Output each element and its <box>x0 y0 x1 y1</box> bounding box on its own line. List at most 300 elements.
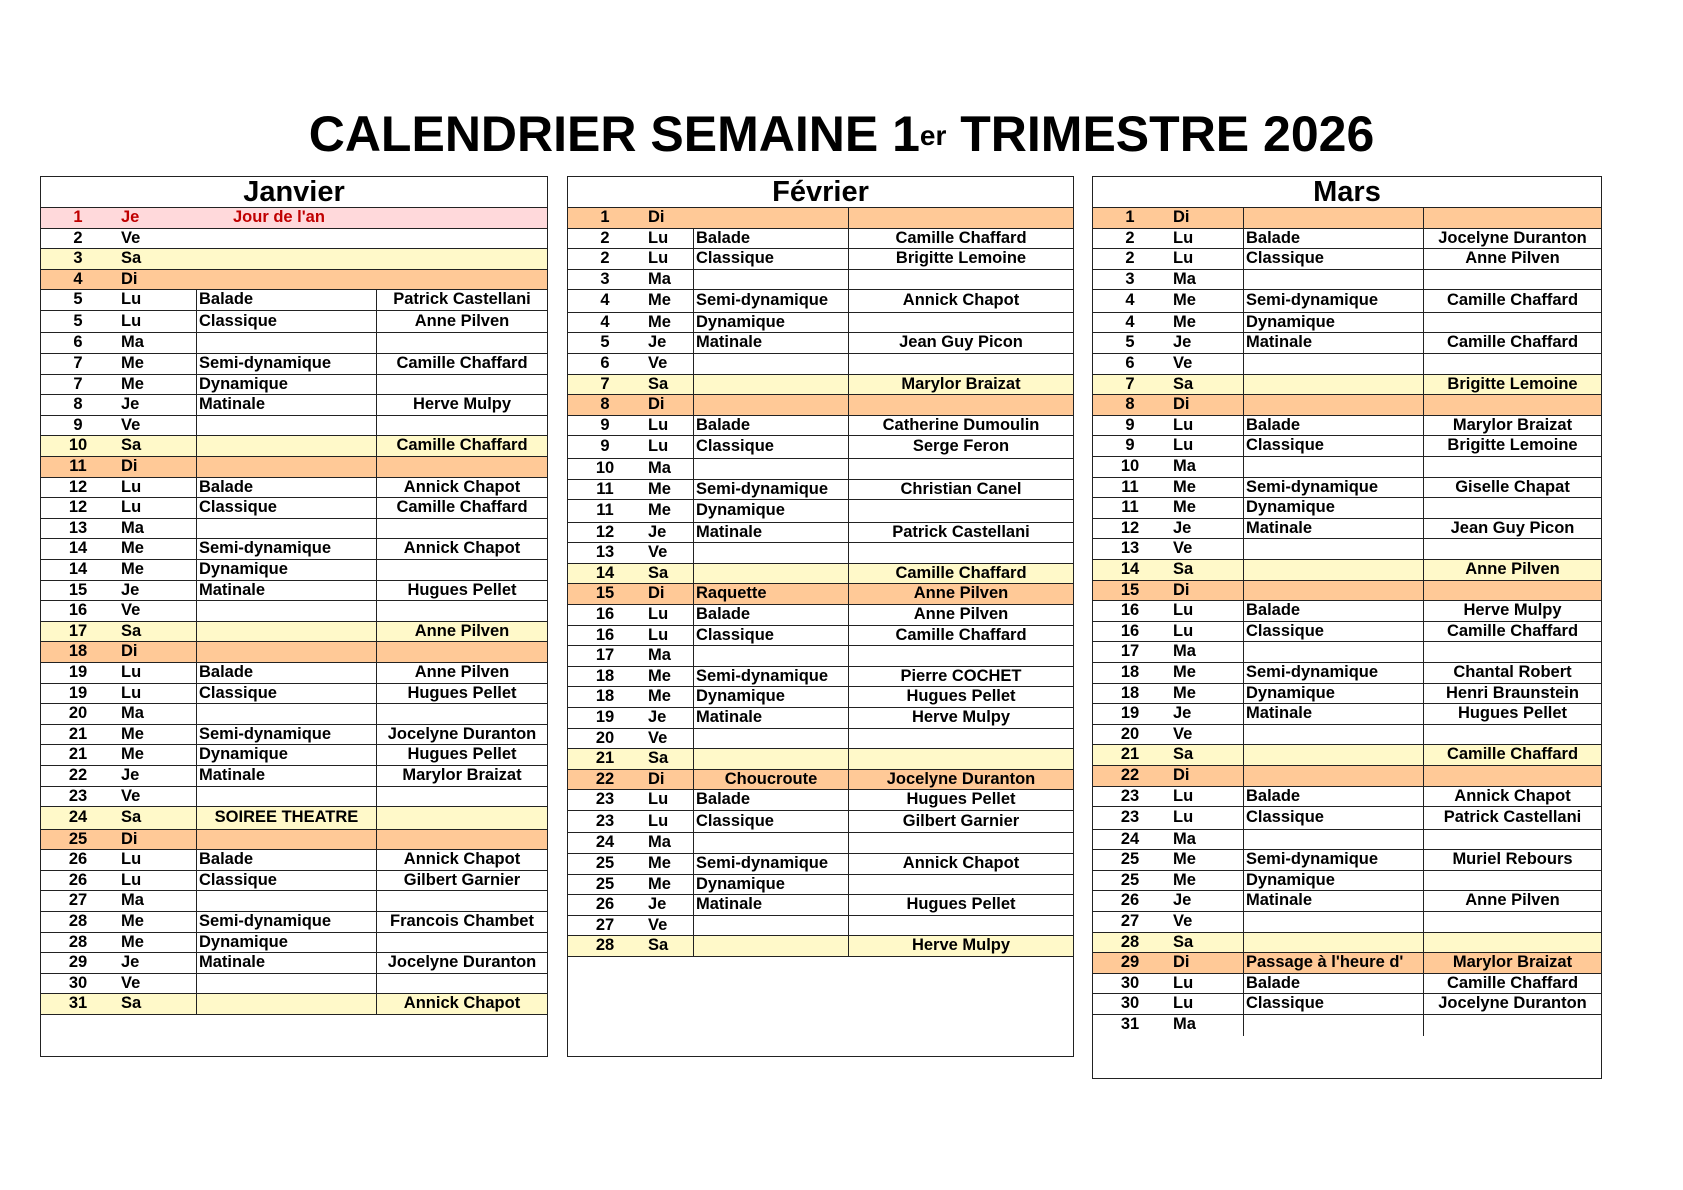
day-number: 13 <box>595 543 615 562</box>
table-row <box>568 916 1073 937</box>
day-number: 14 <box>68 539 88 558</box>
day-cell <box>1093 229 1243 249</box>
day-cell <box>1093 313 1243 333</box>
leader-cell: Anne Pilven <box>1423 891 1601 911</box>
day-cell <box>1093 457 1243 477</box>
month-table-fevrier <box>567 176 1074 1057</box>
day-cell <box>1093 622 1243 642</box>
leader-cell <box>1423 642 1601 662</box>
table-row <box>41 311 547 334</box>
leader-cell <box>376 974 547 994</box>
day-cell <box>41 560 196 580</box>
weekday-abbrev: Ma <box>1173 829 1196 848</box>
activity-cell: Semi-dynamique <box>196 725 376 745</box>
activity-cell: Dynamique <box>693 313 848 333</box>
weekday-abbrev: Ma <box>121 518 144 537</box>
table-row <box>568 459 1073 480</box>
leader-cell <box>376 891 547 911</box>
day-cell <box>568 416 693 436</box>
activity-cell: Dynamique <box>693 500 848 522</box>
day-number: 22 <box>68 765 88 784</box>
activity-cell <box>1243 539 1423 559</box>
day-number: 27 <box>68 891 88 910</box>
activity-cell: Balade <box>196 478 376 498</box>
table-row <box>41 395 547 416</box>
table-row <box>568 895 1073 916</box>
leader-cell <box>848 395 1073 415</box>
leader-cell: Hugues Pellet <box>376 745 547 765</box>
day-number: 25 <box>68 829 88 848</box>
table-row <box>1093 519 1601 540</box>
weekday-abbrev: Je <box>121 395 140 414</box>
weekday-abbrev: Lu <box>1173 994 1194 1013</box>
activity-cell <box>196 994 376 1014</box>
day-cell <box>41 498 196 518</box>
day-number: 25 <box>595 854 615 873</box>
weekday-abbrev: Di <box>1173 580 1190 599</box>
day-number: 8 <box>73 395 83 414</box>
table-row <box>1093 787 1601 808</box>
weekday-abbrev: Me <box>121 374 144 393</box>
activity-cell: Semi-dynamique <box>1243 478 1423 498</box>
table-row <box>568 523 1073 544</box>
leader-cell: Patrick Castellani <box>1423 807 1601 829</box>
weekday-abbrev: Ve <box>1173 539 1193 558</box>
activity-cell: Classique <box>693 249 848 269</box>
day-cell <box>41 766 196 786</box>
day-cell <box>1093 436 1243 456</box>
activity-cell <box>196 457 376 477</box>
activity-cell <box>693 749 848 769</box>
table-row <box>1093 249 1601 270</box>
table-row <box>41 787 547 808</box>
day-number: 9 <box>1125 436 1135 455</box>
leader-cell: Annick Chapot <box>376 478 547 498</box>
day-number: 27 <box>1120 912 1140 930</box>
day-number: 22 <box>595 769 615 788</box>
day-number: 21 <box>68 724 88 743</box>
weekday-abbrev: Di <box>648 395 665 414</box>
day-cell <box>1093 745 1243 765</box>
day-number: 3 <box>600 269 610 288</box>
leader-cell <box>1423 354 1601 374</box>
activity-cell: Raquette <box>693 584 848 604</box>
activity-cell <box>693 208 848 228</box>
table-row <box>41 891 547 912</box>
weekday-abbrev: Sa <box>121 994 142 1013</box>
day-number: 19 <box>68 662 88 681</box>
activity-cell <box>1243 830 1423 850</box>
leader-cell <box>376 270 547 290</box>
day-cell <box>1093 642 1243 662</box>
table-row <box>41 766 547 787</box>
leader-cell <box>376 560 547 580</box>
table-row <box>568 729 1073 750</box>
weekday-abbrev: Di <box>648 208 665 226</box>
activity-cell <box>1243 208 1423 228</box>
table-row <box>568 875 1073 896</box>
leader-cell: Chantal Robert <box>1423 663 1601 683</box>
title-superscript: er <box>919 120 947 151</box>
table-row <box>41 745 547 766</box>
day-cell <box>1093 912 1243 932</box>
weekday-abbrev: Ma <box>1173 457 1196 476</box>
activity-cell <box>1243 933 1423 953</box>
leader-cell: Serge Feron <box>848 436 1073 458</box>
activity-cell <box>693 459 848 479</box>
day-cell <box>41 807 196 829</box>
day-number: 2 <box>73 228 83 247</box>
day-number: 31 <box>68 994 88 1013</box>
weekday-abbrev: Lu <box>648 625 669 644</box>
table-row <box>568 416 1073 437</box>
table-row <box>568 436 1073 459</box>
day-number: 26 <box>595 895 615 914</box>
table-row <box>1093 704 1601 725</box>
weekday-abbrev: Lu <box>1173 415 1194 434</box>
day-number: 6 <box>600 354 610 373</box>
leader-cell: Anne Pilven <box>1423 560 1601 580</box>
weekday-abbrev: Lu <box>648 437 669 456</box>
activity-cell <box>693 395 848 415</box>
activity-cell <box>693 375 848 395</box>
weekday-abbrev: Me <box>1173 291 1196 310</box>
table-row <box>1093 974 1601 995</box>
day-cell <box>41 539 196 559</box>
day-cell <box>41 933 196 953</box>
leader-cell <box>376 642 547 662</box>
table-row <box>1093 416 1601 437</box>
day-cell <box>568 354 693 374</box>
leader-cell: Annick Chapot <box>376 850 547 870</box>
table-row <box>1093 581 1601 602</box>
weekday-abbrev: Ve <box>648 728 668 747</box>
activity-cell: Semi-dynamique <box>693 480 848 500</box>
day-cell <box>568 687 693 707</box>
leader-cell: Anne Pilven <box>376 622 547 642</box>
day-cell <box>1093 663 1243 683</box>
weekday-abbrev: Ve <box>121 228 141 247</box>
leader-cell <box>1423 581 1601 601</box>
table-row <box>568 375 1073 396</box>
table-row <box>1093 375 1601 396</box>
day-cell <box>41 745 196 765</box>
activity-cell <box>1243 457 1423 477</box>
day-cell <box>568 749 693 769</box>
activity-cell: Dynamique <box>1243 871 1423 891</box>
weekday-abbrev: Lu <box>121 498 142 517</box>
activity-cell: Classique <box>1243 622 1423 642</box>
weekday-abbrev: Di <box>121 642 138 661</box>
weekday-abbrev: Sa <box>648 749 669 768</box>
activity-cell: Dynamique <box>693 687 848 707</box>
weekday-abbrev: Sa <box>121 621 142 640</box>
table-row <box>1093 539 1601 560</box>
day-number: 4 <box>1125 291 1135 310</box>
table-row <box>1093 642 1601 663</box>
day-cell <box>41 249 196 269</box>
leader-cell: Herve Mulpy <box>376 395 547 415</box>
day-cell <box>568 564 693 584</box>
activity-cell <box>196 642 376 662</box>
day-cell <box>568 313 693 333</box>
day-number: 5 <box>73 290 83 309</box>
leader-cell: Marylor Braizat <box>1423 416 1601 436</box>
leader-cell <box>376 457 547 477</box>
table-row <box>41 622 547 643</box>
day-number: 5 <box>73 311 83 330</box>
day-cell <box>41 333 196 353</box>
day-cell <box>568 811 693 833</box>
leader-cell <box>1423 498 1601 518</box>
weekday-abbrev: Di <box>1173 765 1190 784</box>
activity-cell <box>693 354 848 374</box>
leader-cell <box>848 354 1073 374</box>
day-number: 9 <box>600 415 610 434</box>
day-number: 12 <box>68 477 88 496</box>
leader-cell: Herve Mulpy <box>848 936 1073 956</box>
activity-cell <box>1243 395 1423 415</box>
day-number: 1 <box>73 208 83 226</box>
weekday-abbrev: Lu <box>648 605 669 623</box>
weekday-abbrev: Je <box>1173 704 1192 723</box>
day-cell <box>1093 270 1243 290</box>
leader-cell <box>848 459 1073 479</box>
day-number: 28 <box>595 936 615 955</box>
table-row <box>1093 891 1601 912</box>
weekday-abbrev: Je <box>121 580 140 599</box>
weekday-abbrev: Me <box>648 479 671 498</box>
day-number: 23 <box>595 811 615 830</box>
activity-cell <box>196 416 376 436</box>
day-number: 23 <box>595 790 615 809</box>
day-number: 16 <box>68 601 88 620</box>
weekday-abbrev: Lu <box>1173 786 1194 805</box>
table-row <box>568 811 1073 834</box>
day-cell <box>1093 830 1243 850</box>
activity-cell <box>693 936 848 956</box>
table-row <box>568 313 1073 334</box>
day-cell <box>568 229 693 249</box>
table-row <box>41 994 547 1015</box>
leader-cell: Anne Pilven <box>1423 249 1601 269</box>
title-text-suffix: TRIMESTRE 2026 <box>946 106 1375 162</box>
leader-cell: Hugues Pellet <box>848 790 1073 810</box>
day-cell <box>1093 395 1243 415</box>
weekday-abbrev: Di <box>121 269 138 288</box>
activity-cell <box>196 891 376 911</box>
activity-cell: Dynamique <box>196 560 376 580</box>
activity-cell: Matinale <box>1243 519 1423 539</box>
weekday-abbrev: Sa <box>121 808 142 827</box>
day-number: 6 <box>1125 354 1135 373</box>
day-number: 20 <box>1120 724 1140 743</box>
table-row <box>41 974 547 995</box>
leader-cell <box>1423 313 1601 333</box>
day-cell <box>1093 766 1243 786</box>
day-number: 2 <box>600 228 610 247</box>
activity-cell <box>1243 912 1423 932</box>
activity-cell: Semi-dynamique <box>196 539 376 559</box>
weekday-abbrev: Je <box>648 707 667 726</box>
leader-cell <box>848 916 1073 936</box>
activity-cell: Balade <box>196 290 376 310</box>
table-row <box>568 790 1073 811</box>
table-row <box>1093 601 1601 622</box>
day-number: 16 <box>595 605 615 623</box>
leader-cell: Gilbert Garnier <box>848 811 1073 833</box>
day-number: 11 <box>596 479 614 498</box>
weekday-abbrev: Me <box>121 724 144 743</box>
day-number: 2 <box>600 249 610 268</box>
day-cell <box>1093 208 1243 228</box>
activity-cell: Balade <box>1243 601 1423 621</box>
day-rows <box>41 208 547 1015</box>
day-number: 15 <box>68 580 88 599</box>
weekday-abbrev: Ma <box>1173 1014 1196 1033</box>
leader-cell: Pierre COCHET <box>848 667 1073 687</box>
leader-cell <box>376 933 547 953</box>
weekday-abbrev: Ma <box>648 269 671 288</box>
day-cell <box>41 375 196 395</box>
weekday-abbrev: Di <box>121 457 138 476</box>
leader-cell: Hugues Pellet <box>376 581 547 601</box>
weekday-abbrev: Je <box>121 953 140 972</box>
day-cell <box>41 436 196 456</box>
activity-cell: Balade <box>693 416 848 436</box>
day-number: 14 <box>68 560 88 578</box>
day-cell <box>41 416 196 436</box>
table-row <box>568 687 1073 708</box>
month-table-mars <box>1092 176 1602 1079</box>
leader-cell <box>1423 208 1601 228</box>
day-number: 9 <box>1125 415 1135 434</box>
day-cell <box>1093 850 1243 870</box>
weekday-abbrev: Je <box>121 208 140 226</box>
activity-cell <box>693 270 848 290</box>
day-cell <box>41 663 196 683</box>
day-cell <box>1093 684 1243 704</box>
table-row <box>1093 725 1601 746</box>
leader-cell <box>1423 270 1601 290</box>
table-row <box>41 807 547 830</box>
day-cell <box>41 974 196 994</box>
leader-cell: Anne Pilven <box>376 311 547 333</box>
leader-cell: Giselle Chapat <box>1423 478 1601 498</box>
leader-cell: Jocelyne Duranton <box>1423 229 1601 249</box>
weekday-abbrev: Ve <box>121 601 141 620</box>
day-number: 27 <box>595 915 615 934</box>
table-row <box>1093 395 1601 416</box>
leader-cell: Camille Chaffard <box>848 229 1073 249</box>
weekday-abbrev: Lu <box>648 790 669 809</box>
activity-cell: Semi-dynamique <box>196 912 376 932</box>
activity-cell <box>196 704 376 724</box>
day-number: 7 <box>1125 374 1135 393</box>
leader-cell: Camille Chaffard <box>1423 290 1601 312</box>
activity-cell: Matinale <box>693 523 848 543</box>
day-number: 2 <box>1125 249 1135 268</box>
activity-cell <box>1243 270 1423 290</box>
day-cell <box>1093 787 1243 807</box>
table-row <box>568 333 1073 354</box>
month-title: Janvier <box>41 177 547 208</box>
weekday-abbrev: Ma <box>648 646 671 665</box>
day-number: 15 <box>1120 580 1140 599</box>
leader-cell <box>848 543 1073 563</box>
day-cell <box>1093 290 1243 312</box>
weekday-abbrev: Me <box>121 354 144 373</box>
month-title: Mars <box>1093 177 1601 208</box>
day-number: 28 <box>1120 932 1140 951</box>
day-cell <box>41 457 196 477</box>
activity-cell <box>693 729 848 749</box>
leader-cell <box>376 807 547 829</box>
activity-cell <box>196 622 376 642</box>
weekday-abbrev: Lu <box>121 477 142 496</box>
leader-cell: Muriel Rebours <box>1423 850 1601 870</box>
table-row <box>41 912 547 933</box>
day-number: 24 <box>68 808 88 827</box>
table-row <box>1093 333 1601 354</box>
day-number: 3 <box>1125 269 1135 288</box>
day-number: 10 <box>595 458 615 477</box>
day-number: 24 <box>1120 829 1140 848</box>
leader-cell <box>1423 912 1601 932</box>
leader-cell: Jean Guy Picon <box>848 333 1073 353</box>
table-row <box>568 936 1073 957</box>
leader-cell <box>376 416 547 436</box>
day-cell <box>1093 994 1243 1014</box>
day-cell <box>568 605 693 625</box>
weekday-abbrev: Me <box>121 745 144 764</box>
leader-cell <box>848 313 1073 333</box>
table-row <box>41 519 547 540</box>
day-cell <box>568 543 693 563</box>
activity-cell: Classique <box>196 311 376 333</box>
table-row <box>41 560 547 581</box>
table-row <box>1093 622 1601 643</box>
leader-cell <box>376 704 547 724</box>
table-row <box>1093 953 1601 974</box>
table-row <box>568 480 1073 501</box>
activity-cell <box>693 543 848 563</box>
leader-cell: Camille Chaffard <box>376 498 547 518</box>
table-row <box>568 270 1073 291</box>
day-cell <box>1093 1015 1243 1036</box>
weekday-abbrev: Ve <box>648 915 668 934</box>
table-row <box>41 830 547 851</box>
table-row <box>41 375 547 396</box>
day-cell <box>1093 953 1243 973</box>
activity-cell <box>1243 725 1423 745</box>
day-cell <box>568 523 693 543</box>
weekday-abbrev: Ma <box>648 833 671 852</box>
day-number: 14 <box>1120 560 1140 578</box>
day-number: 28 <box>68 932 88 951</box>
activity-cell <box>196 830 376 850</box>
day-number: 7 <box>73 374 83 393</box>
leader-cell <box>1423 766 1601 786</box>
table-row <box>568 667 1073 688</box>
weekday-abbrev: Ve <box>648 354 668 373</box>
table-row <box>1093 912 1601 933</box>
day-number: 8 <box>1125 395 1135 414</box>
day-number: 15 <box>595 584 615 603</box>
table-row <box>41 249 547 270</box>
day-number: 29 <box>1120 953 1140 972</box>
weekday-abbrev: Lu <box>121 683 142 702</box>
